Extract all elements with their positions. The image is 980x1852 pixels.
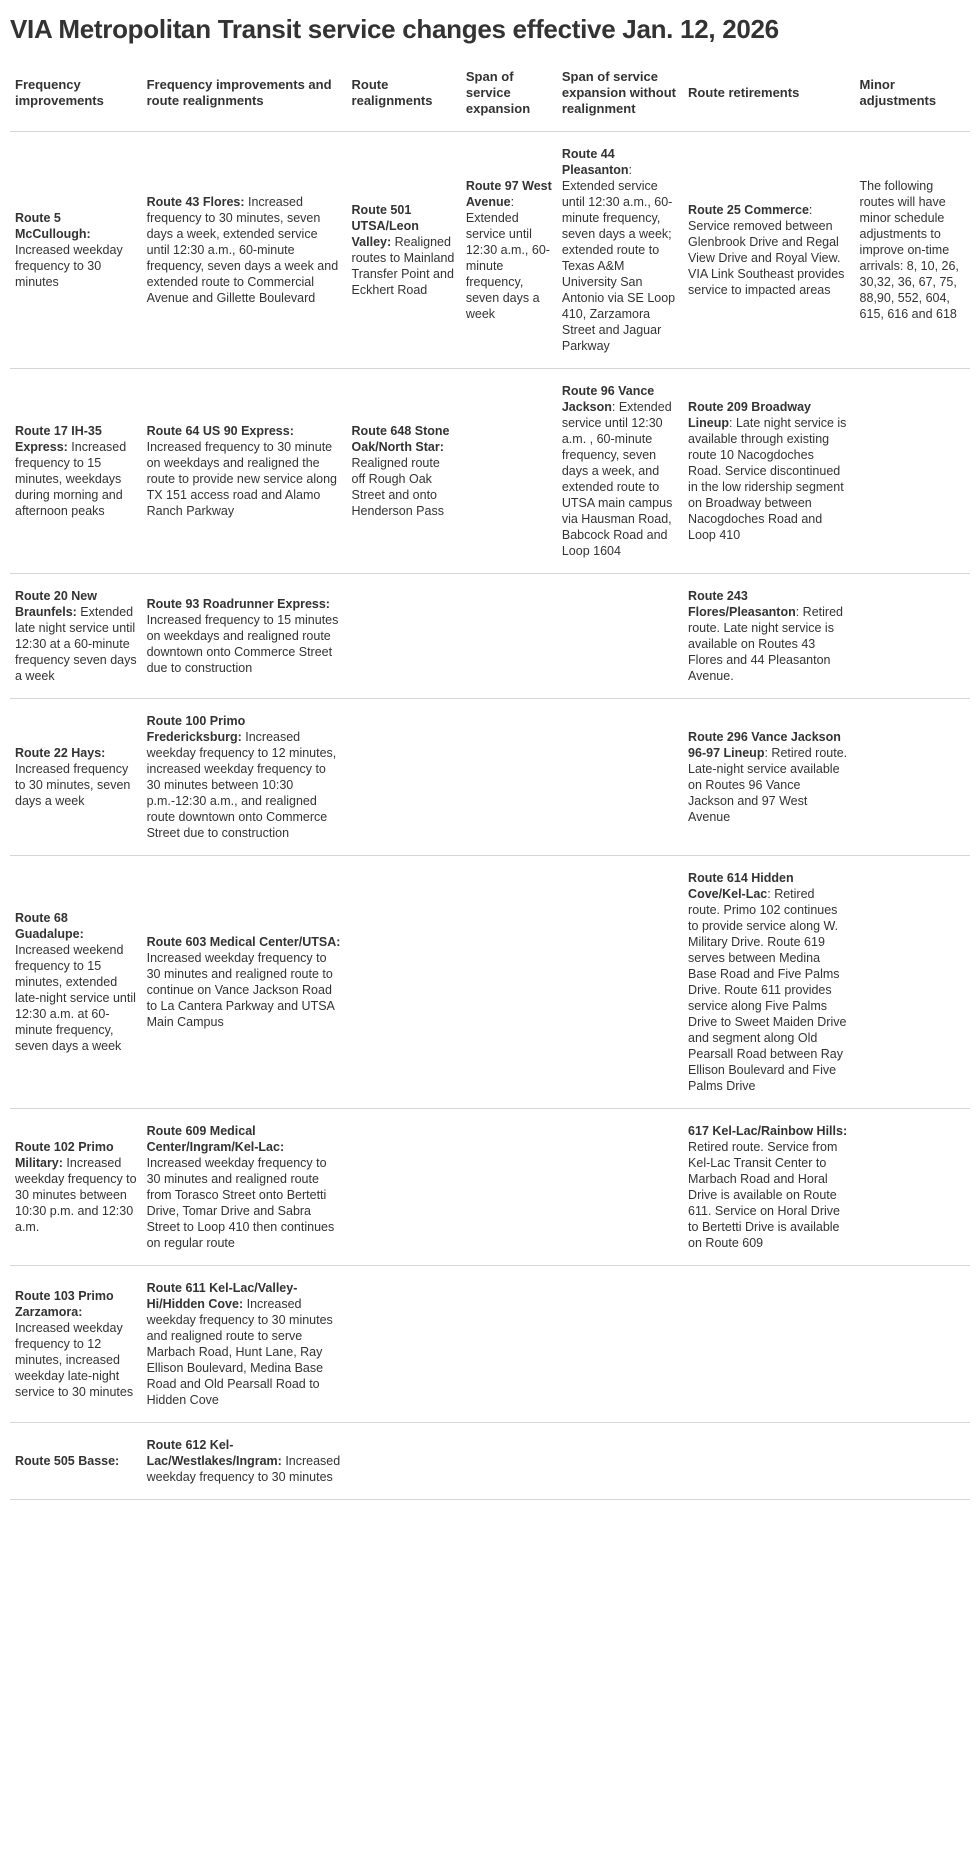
header-minor-adjustments: Minor adjustments (855, 61, 970, 132)
cell-frequency-improvements (10, 1423, 142, 1500)
cell-span-expansion-no-realignment (557, 1266, 683, 1423)
route-name: Route 501 UTSA/Leon Valley: (351, 203, 419, 249)
change-description: Increased frequency to 15 minutes on weekdays and realigned route downtown onto Commerce Street due to construction (146, 613, 339, 675)
route-name: Route 44 Pleasanton (561, 147, 629, 177)
change-description: Increased weekday frequency to 30 minutes between 10:30 p.m. and 12:30 a.m. (15, 1156, 137, 1234)
table-header-row (10, 61, 970, 132)
cell-frequency-and-realignments (142, 132, 347, 369)
route-name: Route 505 Basse: (15, 1454, 120, 1468)
change-description: : Late night service is available through existing route 10 Nacogdoches Road. Service discontinued in the low ridership segment on Broadway between Nacogdoches Road and Loop 410 (688, 416, 847, 542)
table-row (10, 574, 970, 699)
change-description: : Extended service until 12:30 a.m., 60-minute frequency, seven days a week; extended route to Texas A&M University San Antonio via SE Loop 410, Zarzamora Street and Jaguar Parkway (561, 163, 676, 353)
header-span-expansion-no-realignment: Span of service expansion without realignment (557, 61, 683, 132)
cell-span-expansion (461, 1266, 557, 1423)
route-name: Route 17 IH-35 Express: (15, 424, 102, 454)
route-name: Route 243 Flores/Pleasanton (688, 589, 796, 619)
page-title: VIA Metropolitan Transit service changes effective Jan. 12, 2026 (10, 14, 779, 44)
cell-route-retirements (683, 699, 855, 856)
route-name: Route 43 Flores: (146, 195, 245, 209)
cell-span-expansion-no-realignment (557, 1423, 683, 1500)
cell-frequency-improvements (10, 1109, 142, 1266)
cell-minor-adjustments (855, 574, 970, 699)
change-description: The following routes will have minor schedule adjustments to improve on-time arrivals: 8, 10, 26, 30,32, 36, 67, 75, 88,90, 552, 604, 615, 616 and 618 (859, 179, 959, 321)
cell-minor-adjustments (855, 1423, 970, 1500)
cell-route-realignments (347, 1109, 461, 1266)
table-row (10, 856, 970, 1109)
cell-minor-adjustments (855, 1109, 970, 1266)
route-name: Route 103 Primo Zarzamora: (15, 1289, 114, 1319)
cell-frequency-and-realignments (142, 1266, 347, 1423)
change-description: Increased weekday frequency to 30 minutes and realigned route from Torasco Street onto Bertetti Drive, Tomar Drive and Sabra Street to Loop 410 then continues on regular route (146, 1156, 335, 1250)
header-route-retirements: Route retirements (683, 61, 855, 132)
change-description: Increased frequency to 15 minutes, weekdays during morning and afternoon peaks (15, 440, 127, 518)
route-name: Route 5 McCullough: (15, 211, 91, 241)
change-description: Increased weekday frequency to 30 minutes (146, 1454, 341, 1484)
cell-route-retirements (683, 369, 855, 574)
cell-frequency-improvements (10, 132, 142, 369)
change-description: Increased weekday frequency to 12 minutes, increased weekday frequency to 30 minutes between 10:30 p.m.-12:30 a.m., and realigned route downtown onto Commerce Street due to construction (146, 730, 337, 840)
change-description: Increased frequency to 30 minute on weekdays and realigned the route to provide new service along TX 151 access road and Alamo Ranch Parkway (146, 440, 337, 518)
route-name: Route 209 Broadway Lineup (688, 400, 812, 430)
change-description: : Extended service until 12:30 a.m. , 60-minute frequency, seven days a week, and extended route to UTSA main campus via Hausman Road, Babcock Road and Loop 1604 (561, 400, 673, 558)
cell-frequency-improvements (10, 699, 142, 856)
cell-minor-adjustments (855, 369, 970, 574)
change-description: Increased frequency to 30 minutes, seven days a week (15, 762, 131, 808)
cell-route-retirements (683, 132, 855, 369)
cell-frequency-improvements (10, 369, 142, 574)
cell-span-expansion (461, 132, 557, 369)
route-name: Route 68 Guadalupe: (15, 911, 84, 941)
cell-frequency-improvements (10, 1266, 142, 1423)
route-name: Route 296 Vance Jackson 96-97 Lineup (688, 730, 841, 760)
route-name: Route 97 West Avenue (465, 179, 552, 209)
route-name: Route 96 Vance Jackson (561, 384, 655, 414)
cell-route-realignments (347, 574, 461, 699)
cell-route-realignments (347, 1266, 461, 1423)
cell-span-expansion-no-realignment (557, 856, 683, 1109)
route-name: Route 93 Roadrunner Express: (146, 597, 330, 611)
cell-minor-adjustments (855, 132, 970, 369)
change-description: Increased frequency to 30 minutes, seven days a week, extended service until 12:30 a.m., 60-minute frequency, seven days a week and extended route to Commercial Avenue and Gillette Boulevard (146, 195, 339, 305)
cell-route-realignments (347, 699, 461, 856)
route-name: Route 22 Hays: (15, 746, 106, 760)
change-description: Increased weekday frequency to 12 minutes, increased weekday late-night service to 30 minutes (15, 1321, 134, 1399)
cell-route-retirements (683, 1423, 855, 1500)
cell-frequency-improvements (10, 856, 142, 1109)
cell-span-expansion (461, 1423, 557, 1500)
route-name: Route 25 Commerce (688, 203, 809, 217)
change-description: Extended late night service until 12:30 at a 60-minute frequency seven days a week (15, 605, 137, 683)
route-name: Route 614 Hidden Cove/Kel-Lac (688, 871, 794, 901)
cell-route-realignments (347, 1423, 461, 1500)
route-name: Route 612 Kel-Lac/Westlakes/Ingram: (146, 1438, 282, 1468)
cell-route-realignments (347, 369, 461, 574)
cell-route-realignments (347, 132, 461, 369)
cell-frequency-improvements (10, 574, 142, 699)
cell-span-expansion (461, 699, 557, 856)
route-name: Route 609 Medical Center/Ingram/Kel-Lac: (146, 1124, 285, 1154)
change-description: : Retired route. Late night service is available on Routes 43 Flores and 44 Pleasanton Avenue. (688, 605, 843, 683)
route-name: Route 64 US 90 Express: (146, 424, 294, 438)
table-row (10, 1423, 970, 1500)
table-row (10, 699, 970, 856)
change-description: Realigned routes to Mainland Transfer Point and Eckhert Road (351, 235, 455, 297)
change-description: Increased weekend frequency to 15 minutes, extended late-night service until 12:30 a.m. at 60-minute frequency, seven days a week (15, 943, 136, 1053)
cell-span-expansion-no-realignment (557, 699, 683, 856)
route-name: Route 603 Medical Center/UTSA: (146, 935, 341, 949)
change-description: Increased weekday frequency to 30 minutes and realigned route to continue on Vance Jackson Road to La Cantera Parkway and UTSA Main Campus (146, 951, 335, 1029)
table-row (10, 1109, 970, 1266)
cell-minor-adjustments (855, 1266, 970, 1423)
cell-span-expansion-no-realignment (557, 1109, 683, 1266)
route-name: Route 102 Primo Military: (15, 1140, 114, 1170)
route-name: Route 611 Kel-Lac/Valley-Hi/Hidden Cove: (146, 1281, 298, 1311)
cell-frequency-and-realignments (142, 856, 347, 1109)
header-route-realignments: Route realignments (347, 61, 461, 132)
change-description: : Extended service until 12:30 a.m., 60-minute frequency, seven days a week (465, 195, 550, 321)
cell-minor-adjustments (855, 856, 970, 1109)
cell-frequency-and-realignments (142, 369, 347, 574)
header-frequency-and-realignments: Frequency improvements and route realignments (142, 61, 347, 132)
cell-frequency-and-realignments (142, 1109, 347, 1266)
header-span-expansion: Span of service expansion (461, 61, 557, 132)
cell-frequency-and-realignments (142, 574, 347, 699)
change-description: Realigned route off Rough Oak Street and onto Henderson Pass (351, 456, 444, 518)
table-viewport[interactable] (10, 61, 970, 1617)
route-name: Route 20 New Braunfels: (15, 589, 97, 619)
cell-frequency-and-realignments (142, 1423, 347, 1500)
change-description: Increased weekday frequency to 30 minutes (15, 243, 123, 289)
change-description: : Retired route. Late-night service available on Routes 96 Vance Jackson and 97 West Avenue (688, 746, 848, 824)
cell-span-expansion-no-realignment (557, 369, 683, 574)
cell-minor-adjustments (855, 699, 970, 856)
cell-route-realignments (347, 856, 461, 1109)
table-row (10, 1266, 970, 1423)
cell-span-expansion (461, 574, 557, 699)
change-description: : Service removed between Glenbrook Drive and Regal View Drive and Royal View. VIA Link Southeast provides service to impacted areas (688, 203, 845, 297)
change-description: : Retired route. Primo 102 continues to provide service along W. Military Drive. Route 619 serves between Medina Base Road and Five Palms Drive. Route 611 provides service along Five Palms Drive to Sweet Maiden Drive and segment along Old Pearsall Road between Ray Ellison Boulevard and Five Palms Drive (688, 887, 847, 1093)
service-changes-table (10, 61, 970, 1500)
table-row (10, 132, 970, 369)
route-name: Route 648 Stone Oak/North Star: (351, 424, 450, 454)
cell-span-expansion (461, 856, 557, 1109)
route-name: 617 Kel-Lac/Rainbow Hills: (688, 1124, 848, 1138)
cell-route-retirements (683, 856, 855, 1109)
route-name: Route 100 Primo Fredericksburg: (146, 714, 246, 744)
change-description: Retired route. Service from Kel-Lac Transit Center to Marbach Road and Horal Drive is available on Route 611. Service on Horal Drive to Bertetti Drive is available on Route 609 (688, 1140, 840, 1250)
cell-span-expansion-no-realignment (557, 574, 683, 699)
cell-route-retirements (683, 574, 855, 699)
change-description: Increased weekday frequency to 30 minutes and realigned route to serve Marbach Road, Hunt Lane, Ray Ellison Boulevard, Medina Base Road and Old Pearsall Road to Hidden Cove (146, 1297, 333, 1407)
header-frequency-improvements: Frequency improvements (10, 61, 142, 132)
cell-route-retirements (683, 1109, 855, 1266)
table-row (10, 369, 970, 574)
cell-span-expansion (461, 369, 557, 574)
cell-span-expansion-no-realignment (557, 132, 683, 369)
cell-frequency-and-realignments (142, 699, 347, 856)
cell-route-retirements (683, 1266, 855, 1423)
cell-span-expansion (461, 1109, 557, 1266)
